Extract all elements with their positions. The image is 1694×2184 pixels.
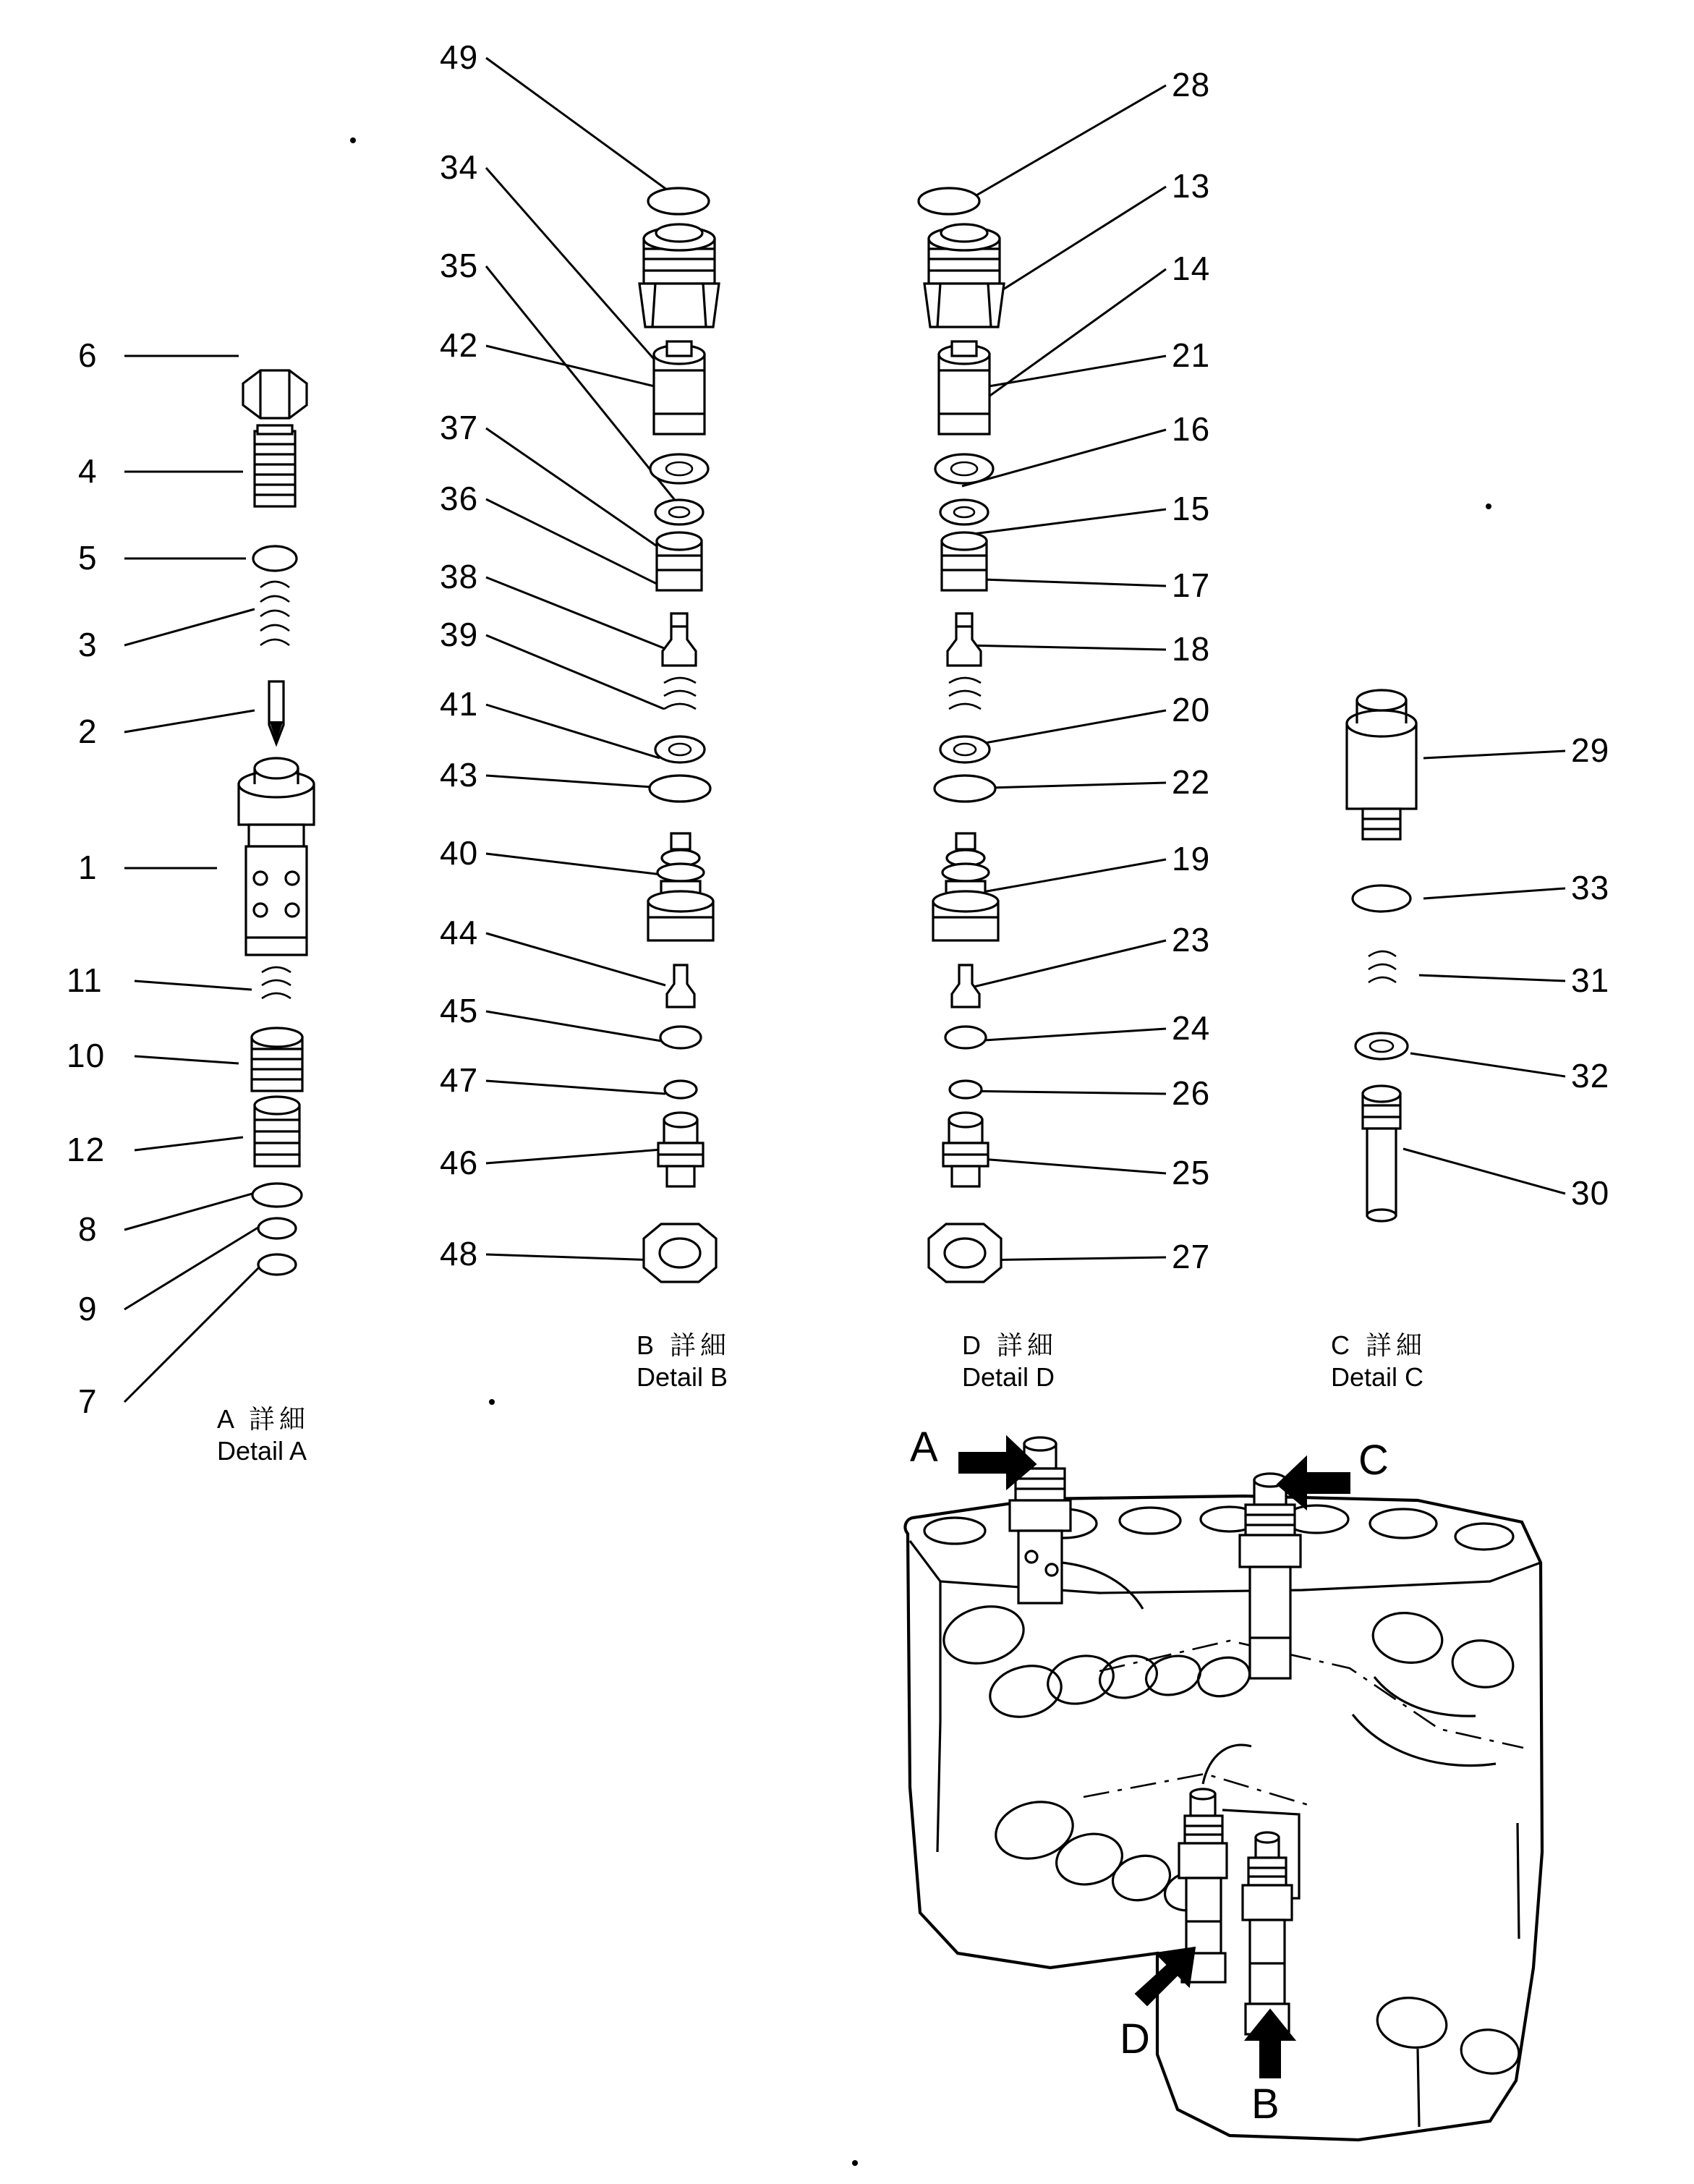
detail-a-parts xyxy=(239,370,314,1275)
callout-20[interactable]: 20 xyxy=(1172,691,1211,728)
callout-1[interactable]: 1 xyxy=(78,849,98,886)
detail-caption-a-en: Detail A xyxy=(217,1436,307,1466)
callout-48[interactable]: 48 xyxy=(440,1235,479,1272)
callout-13[interactable]: 13 xyxy=(1172,167,1211,205)
callout-8[interactable]: 8 xyxy=(78,1210,98,1248)
detail-caption-d-jp: D 詳細 xyxy=(962,1330,1058,1360)
detail-d-parts xyxy=(919,188,1004,1282)
callout-23[interactable]: 23 xyxy=(1172,921,1211,959)
callout-33[interactable]: 33 xyxy=(1571,869,1610,906)
callout-34[interactable]: 34 xyxy=(440,148,479,186)
callout-27[interactable]: 27 xyxy=(1172,1238,1211,1275)
detail-caption-d xyxy=(962,1330,1057,1393)
callout-28[interactable]: 28 xyxy=(1172,66,1211,103)
callout-31[interactable]: 31 xyxy=(1571,961,1610,999)
callout-44[interactable]: 44 xyxy=(440,914,479,951)
callout-10[interactable]: 10 xyxy=(67,1037,106,1074)
detail-caption-c-jp: C 詳細 xyxy=(1331,1330,1427,1360)
callout-19[interactable]: 19 xyxy=(1172,840,1211,878)
detail-caption-d-en: Detail D xyxy=(962,1362,1055,1392)
callout-21[interactable]: 21 xyxy=(1172,336,1211,374)
callout-36[interactable]: 36 xyxy=(440,480,479,517)
registration-marks xyxy=(350,137,1491,2166)
detail-c-parts xyxy=(1347,690,1416,1221)
callout-26[interactable]: 26 xyxy=(1172,1074,1211,1112)
valve-body-assembly xyxy=(905,1496,1542,2140)
callout-37[interactable]: 37 xyxy=(440,409,479,446)
callout-2[interactable]: 2 xyxy=(78,713,98,750)
callout-3[interactable]: 3 xyxy=(78,626,98,663)
callout-46[interactable]: 46 xyxy=(440,1144,479,1181)
callout-24[interactable]: 24 xyxy=(1172,1009,1211,1047)
callout-25[interactable]: 25 xyxy=(1172,1154,1211,1191)
callout-6[interactable]: 6 xyxy=(78,336,98,374)
callout-40[interactable]: 40 xyxy=(440,834,479,872)
section-marker-c: C xyxy=(1358,1437,1389,1484)
callout-17[interactable]: 17 xyxy=(1172,566,1211,604)
callout-35[interactable]: 35 xyxy=(440,247,479,284)
section-arrows xyxy=(959,1437,1350,2078)
detail-b-leaders xyxy=(486,58,694,1260)
mounted-valves xyxy=(1010,1437,1301,2034)
callout-38[interactable]: 38 xyxy=(440,558,479,595)
callout-12[interactable]: 12 xyxy=(67,1131,106,1168)
detail-caption-b-jp: B 詳細 xyxy=(637,1330,731,1360)
detail-caption-c xyxy=(1331,1330,1426,1393)
callout-45[interactable]: 45 xyxy=(440,992,479,1029)
detail-caption-a xyxy=(217,1403,310,1467)
callout-15[interactable]: 15 xyxy=(1172,490,1211,527)
callout-32[interactable]: 32 xyxy=(1571,1057,1610,1095)
callout-7[interactable]: 7 xyxy=(78,1382,98,1420)
callout-11[interactable]: 11 xyxy=(67,961,103,999)
callout-42[interactable]: 42 xyxy=(440,326,479,364)
callout-4[interactable]: 4 xyxy=(78,452,98,490)
section-marker-a: A xyxy=(910,1424,938,1471)
callout-16[interactable]: 16 xyxy=(1172,410,1211,448)
section-marker-d: D xyxy=(1120,2015,1150,2062)
callout-5[interactable]: 5 xyxy=(78,539,98,577)
detail-caption-a-jp: A 詳細 xyxy=(217,1404,310,1434)
callout-18[interactable]: 18 xyxy=(1172,630,1211,668)
callout-30[interactable]: 30 xyxy=(1571,1174,1610,1212)
detail-c-leaders xyxy=(1403,751,1565,1194)
section-marker-b: B xyxy=(1251,2081,1280,2128)
detail-caption-b xyxy=(637,1330,731,1393)
callout-29[interactable]: 29 xyxy=(1571,731,1610,769)
callout-39[interactable]: 39 xyxy=(440,616,479,653)
callout-22[interactable]: 22 xyxy=(1172,763,1211,801)
callout-43[interactable]: 43 xyxy=(440,756,479,794)
detail-d-leaders xyxy=(962,85,1166,1260)
callout-14[interactable]: 14 xyxy=(1172,250,1211,287)
detail-caption-c-en: Detail C xyxy=(1331,1362,1424,1392)
detail-a-leaders xyxy=(124,356,266,1402)
callout-47[interactable]: 47 xyxy=(440,1061,479,1099)
callout-41[interactable]: 41 xyxy=(440,685,479,723)
detail-b-parts xyxy=(639,188,719,1282)
detail-caption-b-en: Detail B xyxy=(637,1362,728,1392)
callout-9[interactable]: 9 xyxy=(78,1290,98,1327)
callout-49[interactable]: 49 xyxy=(440,38,479,76)
